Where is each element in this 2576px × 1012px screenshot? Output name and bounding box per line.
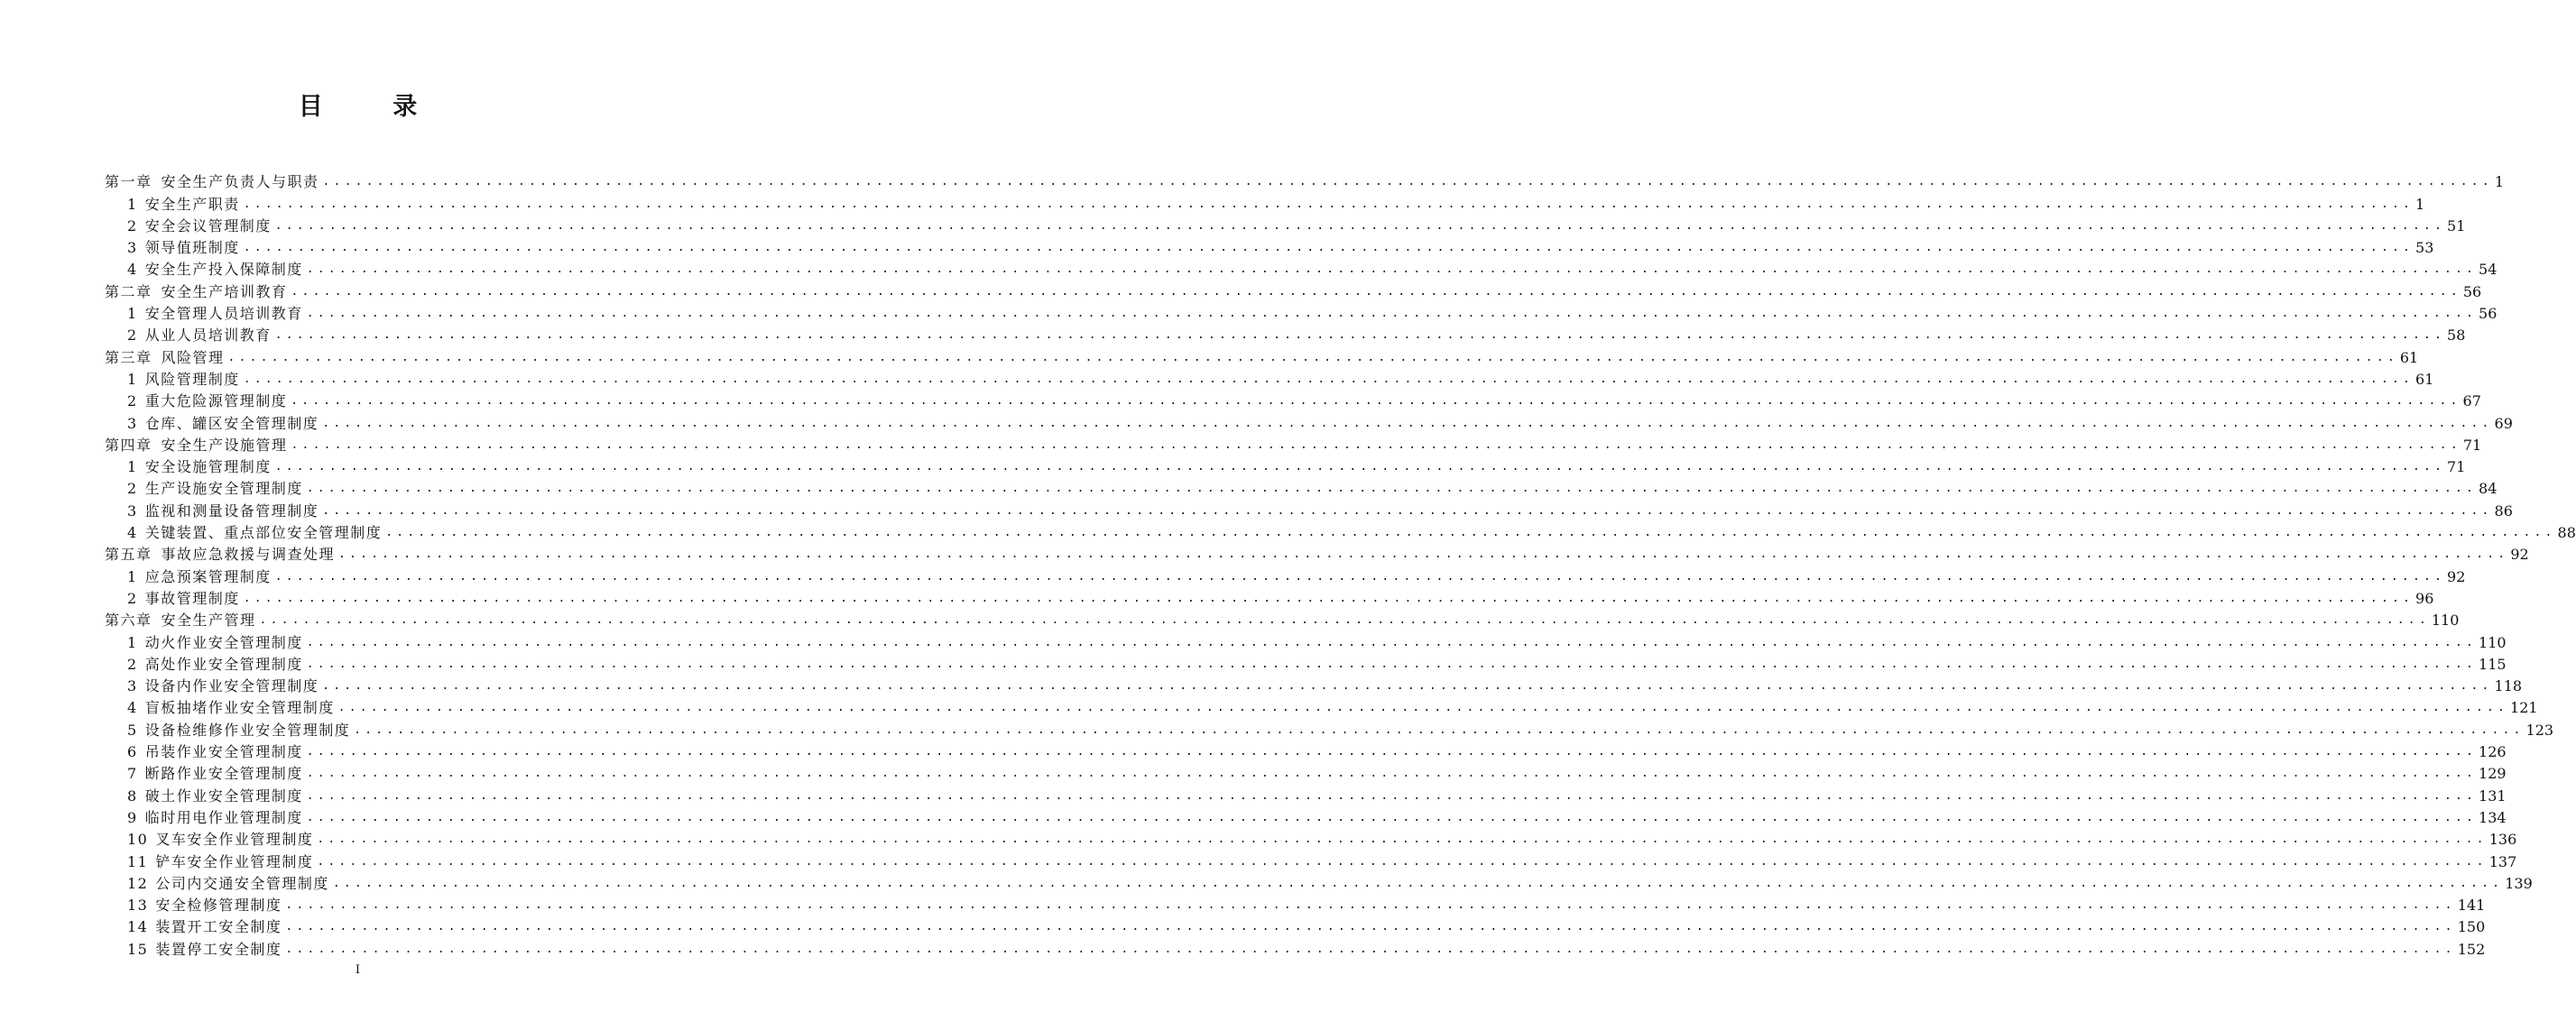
toc-entry-label	[127, 941, 282, 959]
toc-dot-leader: ........................................................................................................................................................................................................	[338, 547, 2509, 562]
toc-entry-title: 动火作业安全管理制度	[144, 633, 303, 651]
toc-entry-title: 风险管理制度	[144, 370, 240, 388]
toc-entry-title: 安全生产投入保障制度	[144, 261, 303, 279]
toc-page-number: 123	[2525, 721, 2554, 739]
toc-dot-leader: ........................................................................................................................................................................................................	[285, 898, 2456, 913]
toc-section-entry[interactable]	[105, 520, 2576, 542]
toc-section-number: 4	[127, 699, 138, 717]
toc-dot-leader: ........................................................................................................................................................................................................	[291, 284, 2461, 299]
toc-section-number: 3	[127, 414, 138, 432]
toc-entry-label	[127, 239, 240, 257]
toc-entry-title: 应急预案管理制度	[144, 567, 272, 585]
toc-entry-label	[127, 875, 329, 893]
toc-entry-title: 叉车安全作业管理制度	[155, 831, 314, 849]
toc-dot-leader: ........................................................................................................................................................................................................	[332, 876, 2504, 890]
toc-entry-label	[127, 502, 319, 520]
toc-section-entry[interactable]	[105, 564, 2466, 585]
toc-section-number: 2	[127, 655, 138, 673]
toc-page-number: 53	[2415, 239, 2434, 257]
toc-section-entry[interactable]	[105, 783, 2507, 805]
toc-dot-leader: ........................................................................................................................................................................................................	[306, 657, 2478, 671]
toc-entry-label	[127, 305, 303, 323]
toc-dot-leader: ........................................................................................................................................................................................................	[306, 262, 2478, 277]
toc-dot-leader: ........................................................................................................................................................................................................	[306, 745, 2478, 759]
table-of-contents	[105, 170, 2576, 959]
toc-chapter-number: 第二章	[105, 282, 152, 300]
toc-entry-label	[127, 415, 319, 433]
toc-page-number: 86	[2494, 501, 2513, 520]
toc-section-number: 6	[127, 743, 138, 761]
toc-section-number: 4	[127, 261, 138, 279]
toc-entry-label	[127, 480, 303, 498]
toc-dot-leader: ........................................................................................................................................................................................................	[322, 416, 2493, 430]
toc-entry-title: 铲车安全作业管理制度	[155, 852, 314, 870]
toc-page-number: 141	[2457, 897, 2486, 915]
toc-section-number: 3	[127, 501, 138, 520]
toc-entry-title: 安全生产职责	[144, 195, 240, 213]
toc-dot-leader: ........................................................................................................................................................................................................	[227, 350, 2398, 364]
toc-page-number: 61	[2415, 370, 2434, 388]
toc-entry-title: 安全生产管理	[161, 612, 256, 630]
toc-chapter-number: 第四章	[105, 436, 152, 454]
toc-entry-label	[127, 261, 303, 279]
toc-section-number: 1	[127, 567, 138, 585]
toc-section-entry[interactable]	[105, 740, 2507, 761]
toc-entry-title: 装置开工安全制度	[155, 918, 282, 936]
toc-entry-label	[127, 677, 319, 695]
toc-page-number: 71	[2462, 436, 2482, 454]
toc-section-entry[interactable]	[105, 871, 2533, 893]
toc-section-entry[interactable]	[105, 915, 2486, 936]
toc-entry-title: 破土作业安全管理制度	[144, 787, 303, 805]
toc-page-number: 92	[2447, 567, 2466, 585]
toc-dot-leader: ........................................................................................................................................................................................................	[306, 482, 2478, 496]
toc-page-number: 96	[2415, 589, 2434, 607]
toc-section-entry[interactable]	[105, 630, 2507, 651]
toc-page-number: 126	[2479, 743, 2507, 761]
toc-dot-leader: ........................................................................................................................................................................................................	[291, 437, 2461, 452]
toc-entry-label	[127, 371, 240, 389]
toc-entry-title: 安全生产设施管理	[161, 436, 288, 454]
toc-chapter-entry[interactable]	[105, 345, 2419, 366]
toc-entry-title: 关键装置、重点部位安全管理制度	[144, 524, 383, 542]
toc-dot-leader: ........................................................................................................................................................................................................	[274, 569, 2446, 584]
toc-dot-leader: ........................................................................................................................................................................................................	[259, 613, 2430, 628]
toc-section-entry[interactable]	[105, 827, 2517, 849]
toc-section-entry[interactable]	[105, 717, 2554, 739]
toc-section-entry[interactable]	[105, 389, 2481, 410]
toc-section-entry[interactable]	[105, 257, 2498, 279]
toc-entry-label	[127, 743, 303, 761]
toc-section-number: 1	[127, 370, 138, 388]
toc-page-number: 139	[2505, 874, 2533, 892]
toc-entry-title: 监视和测量设备管理制度	[144, 501, 319, 520]
toc-dot-leader: ........................................................................................................................................................................................................	[274, 328, 2446, 343]
toc-entry-title: 事故应急救援与调查处理	[161, 546, 336, 564]
toc-dot-leader: ........................................................................................................................................................................................................	[274, 460, 2446, 474]
toc-page-number: 134	[2479, 808, 2507, 826]
toc-entry-title: 断路作业安全管理制度	[144, 765, 303, 783]
toc-section-number: 1	[127, 195, 138, 213]
toc-dot-leader: ........................................................................................................................................................................................................	[306, 788, 2478, 803]
toc-entry-title: 设备内作业安全管理制度	[144, 677, 319, 695]
toc-entry-label	[105, 349, 225, 367]
toc-entry-label	[127, 327, 272, 345]
toc-entry-label	[127, 918, 282, 936]
toc-entry-label	[127, 765, 303, 783]
toc-page-number: 58	[2447, 327, 2466, 345]
toc-section-number: 2	[127, 480, 138, 498]
toc-page-number: 118	[2494, 677, 2523, 695]
toc-section-number: 12	[127, 874, 149, 892]
toc-section-entry[interactable]	[105, 586, 2434, 608]
toc-entry-title: 设备检维修作业安全管理制度	[144, 721, 351, 739]
toc-page-number: 69	[2494, 414, 2513, 432]
toc-page-number: 129	[2479, 765, 2507, 783]
toc-entry-label	[105, 437, 288, 455]
toc-entry-title: 安全会议管理制度	[144, 216, 272, 235]
toc-entry-title: 生产设施安全管理制度	[144, 480, 303, 498]
toc-section-entry[interactable]	[105, 455, 2466, 476]
toc-section-number: 1	[127, 305, 138, 323]
toc-entry-title: 安全生产负责人与职责	[161, 173, 319, 191]
toc-dot-leader: ........................................................................................................................................................................................................	[306, 635, 2478, 649]
toc-entry-title: 装置停工安全制度	[155, 940, 282, 958]
toc-page-number: 71	[2447, 458, 2466, 476]
toc-page-number: 121	[2510, 699, 2538, 717]
toc-entry-title: 安全生产培训教育	[161, 282, 288, 300]
toc-entry-label	[127, 392, 287, 410]
toc-chapter-entry[interactable]	[105, 279, 2482, 300]
toc-entry-title: 安全管理人员培训教育	[144, 305, 303, 323]
toc-section-entry[interactable]	[105, 674, 2523, 695]
toc-chapter-entry[interactable]	[105, 170, 2505, 191]
toc-dot-leader: ........................................................................................................................................................................................................	[354, 722, 2525, 737]
toc-entry-label	[105, 173, 319, 191]
toc-page-number: 67	[2462, 392, 2481, 410]
toc-chapter-entry[interactable]	[105, 433, 2482, 455]
toc-dot-leader: ........................................................................................................................................................................................................	[274, 218, 2446, 233]
toc-page-number: 1	[2415, 195, 2425, 213]
toc-page-number: 88	[2557, 524, 2576, 542]
toc-page-number: 51	[2447, 216, 2466, 235]
toc-chapter-number: 第六章	[105, 612, 152, 630]
toc-entry-label	[105, 612, 256, 630]
toc-entry-title: 仓库、罐区安全管理制度	[144, 414, 319, 432]
toc-section-entry[interactable]	[105, 191, 2425, 213]
toc-section-number: 11	[127, 852, 149, 870]
toc-section-number: 8	[127, 787, 138, 805]
toc-entry-title: 事故管理制度	[144, 589, 240, 607]
toc-section-number: 13	[127, 897, 149, 915]
toc-section-entry[interactable]	[105, 893, 2486, 915]
toc-page-number: 137	[2488, 852, 2517, 870]
toc-section-number: 3	[127, 677, 138, 695]
toc-section-number: 1	[127, 458, 138, 476]
toc-dot-leader: ........................................................................................................................................................................................................	[243, 241, 2414, 255]
toc-entry-label	[127, 590, 240, 608]
toc-chapter-entry[interactable]	[105, 542, 2529, 564]
toc-entry-label	[105, 546, 335, 564]
toc-page-number: 131	[2479, 787, 2507, 805]
toc-entry-title: 公司内交通安全管理制度	[155, 874, 329, 892]
toc-section-number: 2	[127, 216, 138, 235]
page-number: I	[355, 963, 361, 977]
toc-section-number: 5	[127, 721, 138, 739]
toc-dot-leader: ........................................................................................................................................................................................................	[322, 175, 2493, 189]
toc-chapter-number: 第五章	[105, 546, 152, 564]
toc-dot-leader: ........................................................................................................................................................................................................	[337, 701, 2509, 715]
toc-section-entry[interactable]	[105, 695, 2538, 717]
toc-entry-label	[127, 458, 272, 476]
toc-section-entry[interactable]	[105, 235, 2434, 257]
toc-section-entry[interactable]	[105, 498, 2513, 520]
toc-entry-title: 领导值班制度	[144, 239, 240, 257]
toc-dot-leader: ........................................................................................................................................................................................................	[243, 372, 2414, 386]
toc-entry-label	[127, 831, 313, 849]
toc-section-number: 15	[127, 940, 149, 958]
toc-page-number: 56	[2479, 305, 2498, 323]
toc-page-number: 115	[2479, 655, 2507, 673]
toc-entry-title: 吊装作业安全管理制度	[144, 743, 303, 761]
toc-entry-title: 重大危险源管理制度	[144, 392, 288, 410]
toc-page-number: 150	[2457, 918, 2486, 936]
toc-page-number: 136	[2488, 831, 2517, 849]
toc-section-number: 9	[127, 808, 138, 826]
toc-entry-label	[127, 196, 240, 214]
toc-dot-leader: ........................................................................................................................................................................................................	[243, 591, 2414, 605]
toc-entry-title: 安全设施管理制度	[144, 458, 272, 476]
toc-section-entry[interactable]	[105, 301, 2498, 323]
toc-entry-label	[127, 524, 382, 542]
toc-entry-title: 高处作业安全管理制度	[144, 655, 303, 673]
toc-section-entry[interactable]	[105, 652, 2507, 674]
toc-entry-label	[127, 568, 272, 586]
toc-section-entry[interactable]	[105, 936, 2486, 958]
toc-dot-leader: ........................................................................................................................................................................................................	[322, 679, 2493, 694]
toc-entry-title: 风险管理	[161, 348, 225, 366]
toc-section-entry[interactable]	[105, 805, 2507, 827]
toc-section-number: 4	[127, 524, 138, 542]
toc-dot-leader: ........................................................................................................................................................................................................	[306, 307, 2478, 321]
toc-entry-title: 安全检修管理制度	[155, 897, 282, 915]
toc-page-number: 54	[2479, 261, 2498, 279]
toc-dot-leader: ........................................................................................................................................................................................................	[285, 942, 2456, 956]
toc-entry-label	[127, 897, 282, 915]
toc-entry-label	[127, 787, 303, 805]
toc-section-number: 7	[127, 765, 138, 783]
toc-dot-leader: ........................................................................................................................................................................................................	[322, 503, 2493, 518]
toc-entry-label	[127, 809, 303, 827]
toc-entry-label	[105, 283, 288, 301]
toc-dot-leader: ........................................................................................................................................................................................................	[317, 854, 2488, 869]
toc-entry-label	[127, 217, 272, 235]
toc-dot-leader: ........................................................................................................................................................................................................	[243, 197, 2414, 211]
toc-section-entry[interactable]	[105, 410, 2513, 432]
toc-section-number: 1	[127, 633, 138, 651]
toc-dot-leader: ........................................................................................................................................................................................................	[291, 394, 2461, 409]
toc-section-number: 2	[127, 392, 138, 410]
toc-dot-leader: ........................................................................................................................................................................................................	[306, 810, 2478, 824]
toc-dot-leader: ........................................................................................................................................................................................................	[317, 833, 2488, 847]
toc-page-number: 92	[2510, 546, 2529, 564]
toc-section-entry[interactable]	[105, 761, 2507, 783]
toc-chapter-entry[interactable]	[105, 608, 2460, 630]
toc-dot-leader: ........................................................................................................................................................................................................	[285, 920, 2456, 934]
toc-entry-label	[127, 722, 350, 740]
page-title: 目 录	[298, 93, 448, 121]
toc-dot-leader: ........................................................................................................................................................................................................	[306, 767, 2478, 781]
toc-section-number: 14	[127, 918, 149, 936]
toc-entry-label	[127, 699, 335, 717]
toc-chapter-number: 第一章	[105, 173, 152, 191]
toc-section-entry[interactable]	[105, 214, 2466, 235]
toc-entry-title: 盲板抽堵作业安全管理制度	[144, 699, 335, 717]
toc-chapter-number: 第三章	[105, 348, 152, 366]
toc-dot-leader: ........................................................................................................................................................................................................	[385, 526, 2556, 540]
toc-page-number: 1	[2494, 173, 2505, 191]
toc-entry-label	[127, 853, 313, 871]
toc-page-number: 61	[2399, 348, 2419, 366]
toc-section-entry[interactable]	[105, 323, 2466, 345]
toc-entry-label	[127, 634, 303, 652]
toc-section-entry[interactable]	[105, 476, 2498, 498]
toc-section-number: 2	[127, 589, 138, 607]
toc-page-number: 152	[2457, 940, 2486, 958]
toc-section-entry[interactable]	[105, 849, 2517, 870]
toc-section-number: 10	[127, 831, 149, 849]
toc-entry-title: 从业人员培训教育	[144, 327, 272, 345]
toc-page-number: 84	[2479, 480, 2498, 498]
toc-page-number: 56	[2462, 282, 2482, 300]
toc-section-number: 2	[127, 327, 138, 345]
toc-page-number: 110	[2479, 633, 2507, 651]
toc-entry-title: 临时用电作业管理制度	[144, 808, 303, 826]
toc-entry-label	[127, 656, 303, 674]
toc-section-entry[interactable]	[105, 367, 2434, 389]
toc-page-number: 110	[2431, 612, 2460, 630]
toc-section-number: 3	[127, 239, 138, 257]
